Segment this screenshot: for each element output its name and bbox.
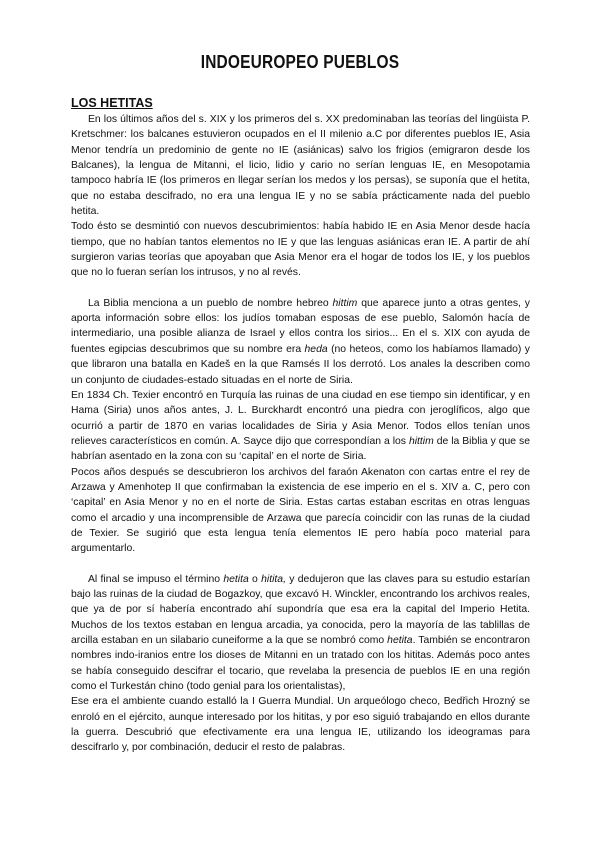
paragraph-3: La Biblia menciona a un pueblo de nombre hebreo hittim que aparece junto a otras gentes, y aporta información sobre ellos: los judíos tomaban esposas de ese pueblo, Salomón hacía de intermediario, una posible alianza de Israel y ellos contra los sirios... En el s. XIX con ayuda de fuentes egipcias descubrimos que su nombre era heda (no heteos, como los habíamos llamado) y que libraron una batalla en Kadeš en la que Ramsés II los derrotó. Los anales la describen como un conjunto de ciudades-estado situadas en el norte de Siria. [71, 297, 530, 386]
paragraph-7: Ese era el ambiente cuando estalló la I Guerra Mundial. Un arqueólogo checo, Bedřich Hrozný se enroló en el ejército, aunque interesado por los hititas, y por eso siguió trabajando en ellos durante la guerra. Descubrió que efectivamente era una lengua IE, utilizando los ideogramas para descifrarlo y, por combinación, deducir el resto de palabras. [71, 696, 530, 754]
italic-term: heda [304, 343, 328, 355]
paragraph-gap [71, 557, 530, 572]
italic-term: hitita, [261, 573, 286, 585]
paragraph-5: Pocos años después se descubrieron los archivos del faraón Akenaton con cartas entre el rey de Arzawa y Amenhotep II que confirmaban la existencia de ese imperio en el s. XIV a. C, pero con ‘capital’ en Asia Menor y no en el norte de Siria. Estas cartas estaban escritas en otras lenguas como el arcadio y una incomprensible de Arzawa que parecía coincidir con las runas de la ciudad de Texier. Se sugirió que esta lengua tenía elementos IE pero había poco material para argumentarlo. [71, 466, 530, 555]
italic-term: hittim [332, 297, 358, 309]
paragraph-6: Al final se impuso el término hetita o hitita, y dedujeron que las claves para su estudio estarían bajo las ruinas de la ciudad de Bogazkoy, que excavó H. Winckler, encontrando los archivos reales, que ya de por sí habería encontrado ahí supondría que esa era la capital del Imperio Hetita. Muchos de los textos estaban en lengua arcadia, ya conocida, pero la mayoría de las tablillas de arcilla estaban en un silabario cuneiforme a la que se nombró como hetita. También se encontraron nombres indo-iranios entre los dioses de Mitanni en un tratado con los hititas. Además poco antes se había conseguido descifrar el tocario, que revelaba la presencia de pueblos IE en una región como el Turkestán chino (todo genial para los orientalistas), [71, 573, 531, 693]
italic-term: hetita [223, 573, 249, 585]
paragraph-2: Todo ésto se desmintió con nuevos descubrimientos: había habido IE en Asia Menor desde hacía tiempo, que no habían tantos elementos no IE y que las lenguas asiánicas eran IE. A partir de ahí surgieron varias teorías que apoyaban que Asia Menor era el hogar de todos los IE, y los pueblos que no lo fueran serían los intrusos, y no al revés. [71, 221, 530, 279]
paragraph-4: En 1834 Ch. Texier encontró en Turquía las ruinas de una ciudad en ese tiempo sin identificar, y en Hama (Siria) unos años antes, J. L. Burckhardt encontró una piedra con jeroglíficos, algo que ocurrió a partir de 1870 en varias localidades de Siria y Asia Menor. Todos ellos tenían unos relieves característicos en común. A. Sayce dijo que correspondían a los hittim de la Biblia y que se habrían asentado en la zona con su ‘capital’ en el norte de Siria. [71, 389, 530, 463]
paragraph-gap [71, 281, 530, 296]
document-body [71, 112, 530, 756]
document-title: INDOEUROPEO PUEBLOS [200, 52, 400, 72]
italic-term: hittim [408, 435, 434, 447]
paragraph-1: En los últimos años del s. XIX y los primeros del s. XX predominaban las teorías del lingüista P. Kretschmer: los balcanes estuvieron ocupados en el II milenio a.C por diferentes pueblos IE, Asia Menor tendría un predominio de gente no IE (asiánicas) salvo los frigios (emigraron desde los Balcanes), la lengua de Mitanni, el licio, lidio y cario no serían lenguas IE, en Mesopotamia tampoco habría IE (los primeros en llegar serían los medos y los persas), se suponía que el hetita, que no estaba descifrado, no era una lengua IE y no se sabía prácticamente nada del pueblo hetita. [71, 114, 530, 218]
italic-term: hetita [387, 635, 413, 646]
section-heading: LOS HETITAS [71, 96, 153, 110]
